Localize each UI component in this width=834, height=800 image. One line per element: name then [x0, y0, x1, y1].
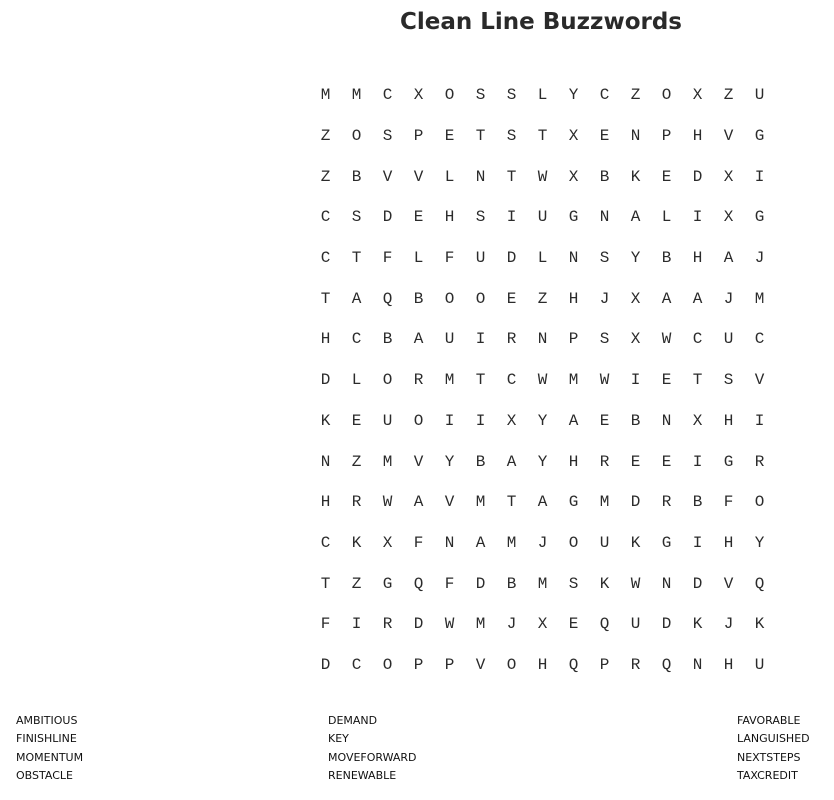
grid-cell: O: [661, 86, 672, 105]
grid-cell: H: [568, 452, 579, 471]
grid-cell: W: [537, 167, 548, 186]
grid-cell: I: [444, 411, 455, 430]
grid-cell: H: [568, 289, 579, 308]
grid-cell: O: [382, 371, 393, 390]
grid-cell: E: [444, 127, 455, 146]
grid-cell: A: [413, 493, 424, 512]
grid-row: [310, 563, 775, 604]
grid-cell: Z: [630, 86, 641, 105]
grid-cell: T: [320, 289, 331, 308]
grid-cell: M: [351, 86, 362, 105]
grid-cell: G: [754, 208, 765, 227]
grid-cell: D: [320, 371, 331, 390]
grid-cell: H: [320, 330, 331, 349]
grid-cell: F: [413, 533, 424, 552]
grid-cell: C: [351, 330, 362, 349]
grid-cell: E: [599, 411, 610, 430]
grid-cell: M: [537, 574, 548, 593]
grid-row: [310, 116, 775, 157]
grid-cell: V: [413, 167, 424, 186]
grid-cell: S: [506, 86, 517, 105]
word-list-item: DEMAND: [328, 714, 378, 727]
grid-cell: T: [475, 127, 486, 146]
grid-cell: S: [568, 574, 579, 593]
grid-cell: T: [537, 127, 548, 146]
word-list-item: FAVORABLE: [737, 714, 801, 727]
grid-cell: U: [444, 330, 455, 349]
grid-cell: A: [723, 249, 734, 268]
grid-cell: I: [754, 167, 765, 186]
grid-cell: A: [475, 533, 486, 552]
grid-cell: G: [382, 574, 393, 593]
grid-cell: G: [568, 208, 579, 227]
grid-cell: D: [692, 574, 703, 593]
grid-cell: I: [692, 452, 703, 471]
grid-cell: U: [475, 249, 486, 268]
grid-cell: F: [723, 493, 734, 512]
grid-cell: X: [692, 411, 703, 430]
grid-cell: J: [599, 289, 610, 308]
grid-cell: K: [599, 574, 610, 593]
grid-cell: U: [630, 615, 641, 634]
grid-cell: P: [568, 330, 579, 349]
grid-cell: W: [382, 493, 393, 512]
grid-cell: R: [599, 452, 610, 471]
grid-cell: E: [599, 127, 610, 146]
grid-cell: L: [351, 371, 362, 390]
grid-row: [310, 238, 775, 279]
grid-cell: F: [320, 615, 331, 634]
grid-cell: Y: [537, 411, 548, 430]
grid-cell: K: [351, 533, 362, 552]
word-list-item: KEY: [328, 732, 349, 746]
grid-cell: I: [351, 615, 362, 634]
grid-cell: O: [444, 289, 455, 308]
grid-cell: Q: [413, 574, 424, 593]
grid-cell: M: [568, 371, 579, 390]
grid-row: [310, 523, 775, 564]
word-list-item: MOVEFORWARD: [328, 750, 417, 764]
grid-row: [310, 645, 775, 686]
grid-cell: P: [413, 655, 424, 674]
grid-cell: K: [630, 533, 641, 552]
grid-cell: A: [537, 493, 548, 512]
grid-row: [310, 604, 775, 645]
word-list-item: NEXTSTEPS: [737, 750, 801, 764]
grid-row: [310, 441, 775, 482]
grid-cell: X: [630, 330, 641, 349]
grid-cell: I: [754, 411, 765, 430]
grid-cell: X: [537, 615, 548, 634]
grid-cell: R: [506, 330, 517, 349]
grid-cell: V: [413, 452, 424, 471]
grid-cell: I: [692, 208, 703, 227]
grid-cell: I: [475, 330, 486, 349]
word-list-column-3: [737, 712, 810, 785]
grid-cell: Y: [537, 452, 548, 471]
letter-grid: [310, 75, 775, 685]
grid-cell: S: [475, 208, 486, 227]
grid-cell: D: [692, 167, 703, 186]
grid-cell: K: [630, 167, 641, 186]
grid-cell: I: [506, 208, 517, 227]
grid-cell: M: [475, 493, 486, 512]
grid-cell: D: [413, 615, 424, 634]
grid-cell: J: [506, 615, 517, 634]
grid-cell: T: [506, 167, 517, 186]
grid-cell: C: [692, 330, 703, 349]
grid-cell: Y: [630, 249, 641, 268]
grid-cell: N: [320, 452, 331, 471]
grid-cell: C: [320, 208, 331, 227]
grid-cell: N: [444, 533, 455, 552]
grid-cell: H: [444, 208, 455, 227]
grid-cell: S: [475, 86, 486, 105]
grid-cell: R: [351, 493, 362, 512]
grid-cell: U: [723, 330, 734, 349]
grid-cell: U: [537, 208, 548, 227]
grid-cell: B: [382, 330, 393, 349]
grid-cell: E: [661, 371, 672, 390]
grid-cell: X: [692, 86, 703, 105]
grid-cell: O: [475, 289, 486, 308]
grid-cell: X: [568, 167, 579, 186]
grid-cell: H: [692, 249, 703, 268]
grid-cell: R: [630, 655, 641, 674]
grid-cell: D: [630, 493, 641, 512]
grid-cell: A: [568, 411, 579, 430]
grid-cell: Q: [754, 574, 765, 593]
puzzle-title: Clean Line Buzzwords: [399, 9, 682, 35]
grid-cell: L: [537, 86, 548, 105]
word-list-item: MOMENTUM: [16, 750, 84, 764]
grid-cell: V: [382, 167, 393, 186]
grid-cell: B: [692, 493, 703, 512]
grid-cell: B: [661, 249, 672, 268]
grid-cell: A: [661, 289, 672, 308]
grid-cell: T: [506, 493, 517, 512]
grid-cell: Z: [537, 289, 548, 308]
grid-cell: O: [568, 533, 579, 552]
grid-cell: Z: [320, 127, 331, 146]
grid-cell: E: [661, 167, 672, 186]
grid-cell: C: [506, 371, 517, 390]
grid-row: [310, 197, 775, 238]
grid-cell: Y: [568, 86, 579, 105]
grid-cell: V: [754, 371, 765, 390]
grid-cell: Y: [444, 452, 455, 471]
grid-cell: T: [475, 371, 486, 390]
word-list-item: OBSTACLE: [16, 768, 73, 782]
grid-cell: G: [568, 493, 579, 512]
grid-cell: X: [723, 167, 734, 186]
grid-cell: Q: [568, 655, 579, 674]
grid-cell: G: [723, 452, 734, 471]
grid-row: [310, 278, 775, 319]
grid-cell: D: [320, 655, 331, 674]
grid-cell: O: [351, 127, 362, 146]
grid-cell: C: [320, 533, 331, 552]
grid-cell: A: [351, 289, 362, 308]
grid-cell: L: [537, 249, 548, 268]
grid-cell: U: [754, 86, 765, 105]
grid-cell: W: [630, 574, 641, 593]
grid-cell: J: [754, 249, 765, 268]
grid-cell: V: [444, 493, 455, 512]
grid-cell: J: [723, 615, 734, 634]
grid-cell: I: [475, 411, 486, 430]
grid-cell: N: [475, 167, 486, 186]
grid-cell: R: [754, 452, 765, 471]
grid-cell: F: [444, 249, 455, 268]
grid-cell: N: [568, 249, 579, 268]
grid-cell: K: [692, 615, 703, 634]
grid-cell: D: [661, 615, 672, 634]
grid-cell: L: [444, 167, 455, 186]
grid-cell: C: [351, 655, 362, 674]
grid-cell: B: [351, 167, 362, 186]
grid-cell: W: [661, 330, 672, 349]
grid-cell: L: [413, 249, 424, 268]
grid-cell: U: [599, 533, 610, 552]
grid-cell: G: [661, 533, 672, 552]
grid-cell: R: [661, 493, 672, 512]
grid-row: [310, 401, 775, 442]
grid-row: [310, 75, 775, 116]
grid-cell: N: [661, 411, 672, 430]
grid-cell: H: [723, 533, 734, 552]
grid-cell: S: [351, 208, 362, 227]
grid-cell: O: [754, 493, 765, 512]
word-list-item: AMBITIOUS: [16, 714, 78, 727]
grid-cell: X: [630, 289, 641, 308]
grid-cell: H: [692, 127, 703, 146]
grid-cell: Z: [320, 167, 331, 186]
grid-cell: B: [599, 167, 610, 186]
grid-cell: D: [506, 249, 517, 268]
word-list-item: FINISHLINE: [16, 732, 77, 746]
grid-cell: M: [475, 615, 486, 634]
grid-cell: P: [444, 655, 455, 674]
grid-row: [310, 360, 775, 401]
grid-cell: B: [506, 574, 517, 593]
grid-cell: P: [413, 127, 424, 146]
word-list-item: LANGUISHED: [737, 732, 810, 746]
grid-cell: Q: [599, 615, 610, 634]
grid-cell: P: [599, 655, 610, 674]
grid-cell: X: [723, 208, 734, 227]
grid-cell: B: [475, 452, 486, 471]
grid-cell: D: [475, 574, 486, 593]
grid-cell: A: [630, 208, 641, 227]
grid-cell: W: [537, 371, 548, 390]
grid-cell: X: [568, 127, 579, 146]
grid-cell: N: [599, 208, 610, 227]
grid-cell: N: [661, 574, 672, 593]
grid-cell: P: [661, 127, 672, 146]
grid-cell: O: [444, 86, 455, 105]
grid-cell: V: [723, 574, 734, 593]
grid-cell: B: [413, 289, 424, 308]
grid-cell: V: [723, 127, 734, 146]
grid-cell: J: [537, 533, 548, 552]
grid-cell: B: [630, 411, 641, 430]
grid-cell: E: [568, 615, 579, 634]
grid-cell: H: [723, 411, 734, 430]
word-list-column-2: [328, 712, 417, 785]
grid-cell: T: [692, 371, 703, 390]
grid-cell: T: [320, 574, 331, 593]
grid-cell: S: [599, 249, 610, 268]
grid-cell: J: [723, 289, 734, 308]
grid-cell: A: [506, 452, 517, 471]
grid-cell: E: [661, 452, 672, 471]
grid-cell: H: [723, 655, 734, 674]
grid-cell: V: [475, 655, 486, 674]
grid-cell: W: [444, 615, 455, 634]
grid-cell: F: [382, 249, 393, 268]
grid-cell: X: [413, 86, 424, 105]
grid-cell: R: [413, 371, 424, 390]
grid-cell: E: [506, 289, 517, 308]
grid-cell: E: [413, 208, 424, 227]
grid-cell: M: [320, 86, 331, 105]
grid-cell: W: [599, 371, 610, 390]
grid-cell: O: [382, 655, 393, 674]
grid-cell: X: [382, 533, 393, 552]
grid-cell: Z: [723, 86, 734, 105]
grid-cell: C: [320, 249, 331, 268]
grid-cell: R: [382, 615, 393, 634]
word-list-item: RENEWABLE: [328, 768, 397, 782]
grid-cell: T: [351, 249, 362, 268]
grid-cell: G: [754, 127, 765, 146]
grid-cell: U: [382, 411, 393, 430]
grid-cell: O: [506, 655, 517, 674]
grid-cell: M: [444, 371, 455, 390]
grid-cell: C: [599, 86, 610, 105]
grid-cell: N: [630, 127, 641, 146]
grid-cell: Q: [382, 289, 393, 308]
grid-cell: Y: [754, 533, 765, 552]
grid-cell: C: [382, 86, 393, 105]
grid-cell: S: [382, 127, 393, 146]
grid-cell: K: [754, 615, 765, 634]
grid-cell: O: [413, 411, 424, 430]
word-list-column-1: [16, 712, 83, 785]
grid-cell: C: [754, 330, 765, 349]
grid-cell: E: [630, 452, 641, 471]
word-list-item: TAXCREDIT: [737, 768, 798, 782]
grid-cell: I: [630, 371, 641, 390]
grid-cell: S: [506, 127, 517, 146]
grid-cell: M: [506, 533, 517, 552]
grid-cell: L: [661, 208, 672, 227]
grid-cell: Z: [351, 574, 362, 593]
grid-cell: A: [692, 289, 703, 308]
grid-cell: U: [754, 655, 765, 674]
grid-cell: H: [537, 655, 548, 674]
grid-cell: K: [320, 411, 331, 430]
grid-row: [310, 482, 775, 523]
grid-cell: H: [320, 493, 331, 512]
grid-row: [310, 319, 775, 360]
grid-cell: S: [723, 371, 734, 390]
grid-cell: N: [692, 655, 703, 674]
grid-cell: M: [382, 452, 393, 471]
grid-cell: N: [537, 330, 548, 349]
grid-cell: M: [599, 493, 610, 512]
grid-cell: E: [351, 411, 362, 430]
grid-cell: I: [692, 533, 703, 552]
grid-cell: A: [413, 330, 424, 349]
grid-cell: X: [506, 411, 517, 430]
grid-cell: Q: [661, 655, 672, 674]
grid-cell: D: [382, 208, 393, 227]
grid-row: [310, 156, 775, 197]
grid-cell: S: [599, 330, 610, 349]
grid-cell: F: [444, 574, 455, 593]
grid-cell: M: [754, 289, 765, 308]
grid-cell: Z: [351, 452, 362, 471]
